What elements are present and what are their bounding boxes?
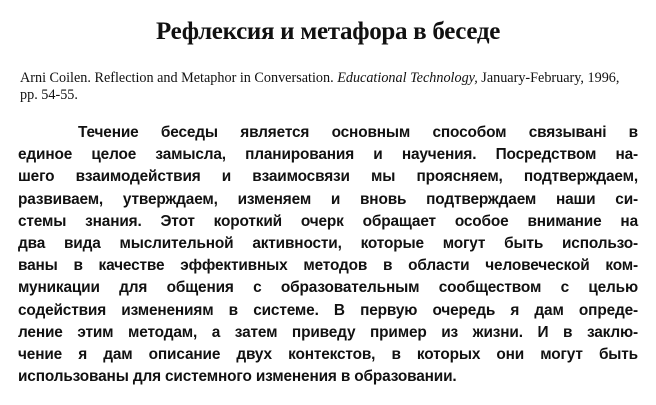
body-line: стемы знания. Этот короткий очерк обращает особое внимание на xyxy=(18,212,638,230)
citation-authors-title: Arni Coilen. Reflection and Metaphor in Conversation. xyxy=(20,70,338,86)
body-line: развиваем, утверждаем, изменяем и вновь подтверждаем наши си- xyxy=(18,190,638,208)
body-line: муникации для общения с образовательным сообществом с целью xyxy=(18,279,638,297)
body-line: содействия изменениям в системе. В первую очередь я дам опреде- xyxy=(18,301,638,319)
body-paragraph xyxy=(18,122,638,388)
body-line: два вида мыслительной активности, которые могут быть использо- xyxy=(18,235,638,253)
body-line: ваны в качестве эффективных методов в области человеческой ком- xyxy=(18,257,638,275)
document-title: Рефлексия и метафора в беседе xyxy=(155,18,501,45)
citation xyxy=(20,70,630,104)
body-line: единое целое замысла, планирования и научения. Посредством на- xyxy=(18,146,638,164)
body-line: Течение беседы является основным способом связывані в xyxy=(78,124,638,141)
body-line: использованы для системного изменения в образовании. xyxy=(18,368,457,386)
body-line: шего взаимодействия и взаимосвязи мы проясняем, подтверждаем, xyxy=(18,168,638,186)
citation-journal: Educational Technology, xyxy=(337,70,478,86)
body-line: чение я дам описание двух контекстов, в которых они могут быть xyxy=(18,346,638,364)
body-line: ление этим методам, а затем приведу пример из жизни. И в заклю- xyxy=(18,323,638,341)
citation-date-pages: January-February, 1996, pp. 54-55. xyxy=(20,70,620,103)
